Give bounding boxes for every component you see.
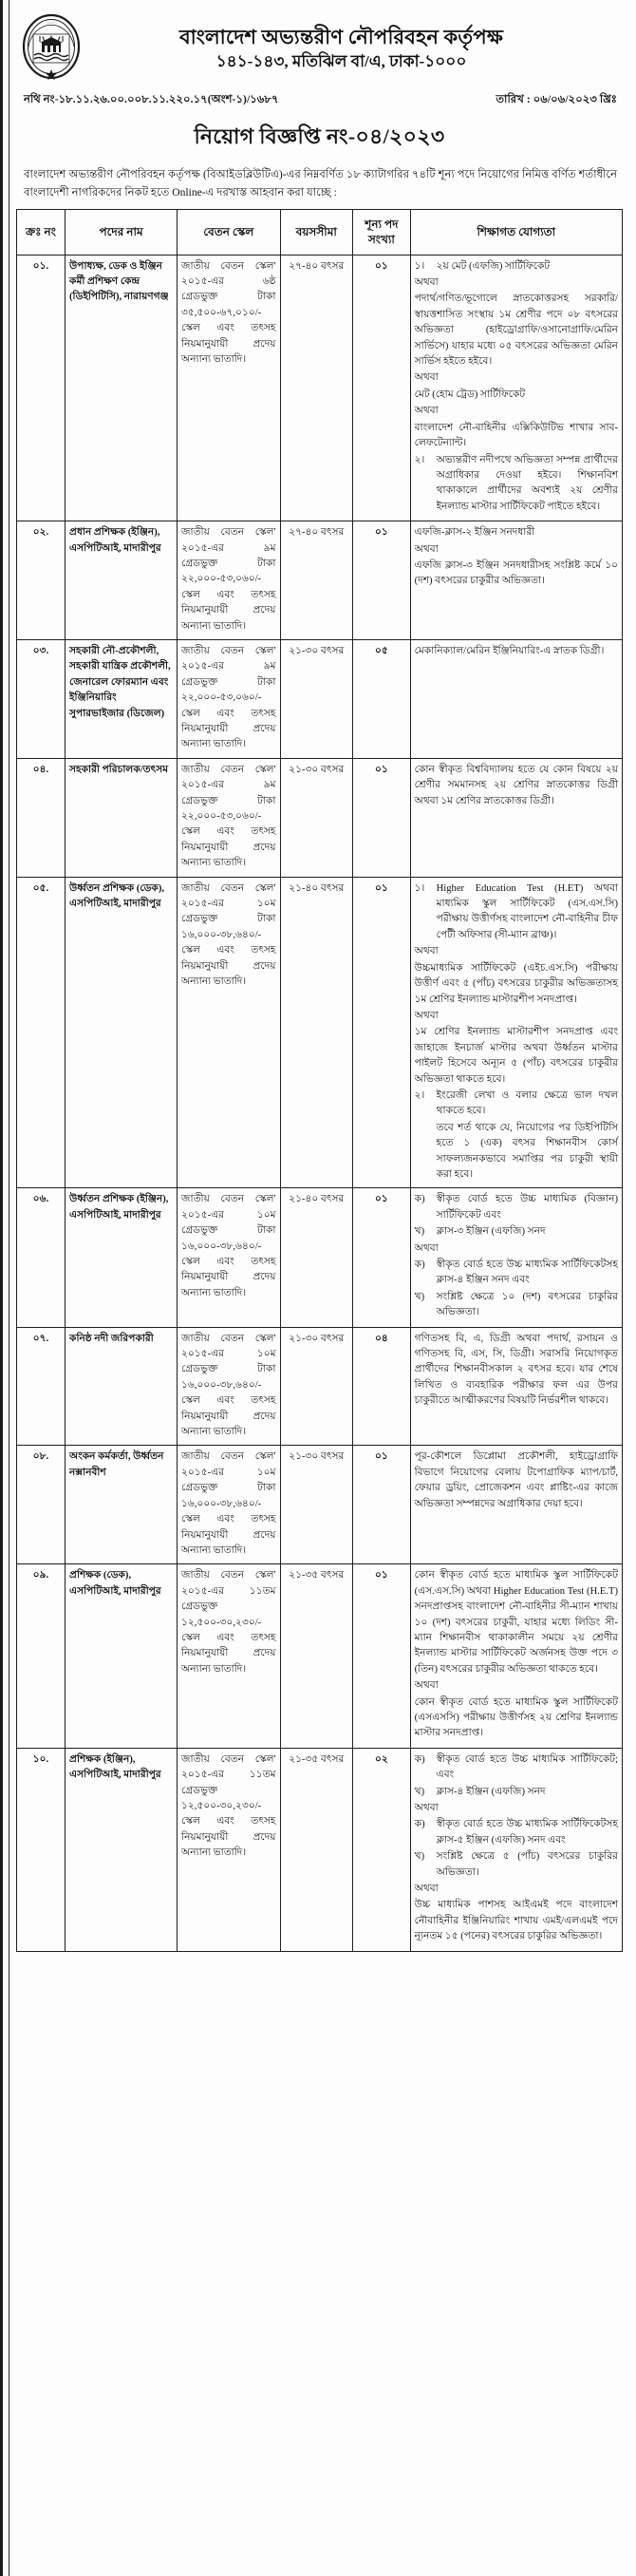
table-row (17, 1748, 623, 1951)
education-text: বাংলাদেশ নৌ-বাহিনীর এক্সিকিউটিভ শাখার সাব-লেফটেন্যান্ট। (414, 422, 618, 449)
education-text: অথবা (414, 1803, 439, 1813)
education-item-marker: খ) (414, 1786, 425, 1797)
cell-post-name: অংকন কর্মকর্তা, উর্ধ্বতন নক্সানবীশ (65, 1446, 178, 1564)
cell-age-limit: ২১-৩০ বৎসর (280, 758, 353, 877)
education-list-item (415, 1817, 618, 1848)
vacancy-table (16, 209, 623, 1951)
education-text: মেট (হোম ট্রেড) সার্টিফিকেট (414, 388, 526, 400)
cell-vacancy: ০১ (353, 255, 411, 521)
education-list-item (415, 1258, 618, 1289)
cell-pay-scale: জাতীয় বেতন স্কেল' ২০১৫-এর ৯ম গ্রেডভুক্ত টাকা ২২,০০০-৫৩,০৬০/- স্কেল এবং তৎসহ নিয়মানুযায়ী প্রদেয় অন্যান্য ভাতাদি। (178, 758, 280, 877)
memo-row (16, 85, 623, 109)
column-header-payscale: বেতন স্কেল (178, 210, 280, 255)
education-item-marker: ২। (414, 454, 425, 465)
cell-serial: ০৬. (17, 1188, 65, 1327)
education-text: উচ্চ মাধ্যমিক পাশসহ আইএমই পদে বাংলাদেশ নৌবাহিনীর ইঞ্জিনিয়ারিং শাখায় এমই/এলএমই পদে ন্যূনতম ১৫ (পনের) বৎসরের চাকুরির অভিজ্ঞতা। (414, 1900, 618, 1942)
cell-post-name: প্রশিক্ষক (ইঞ্জিন), এসপিটিআই, মাদারীপুর (65, 1748, 178, 1951)
cell-education (410, 521, 622, 640)
education-list-item (415, 453, 618, 516)
education-text: এফজি ক্লাস-৩ ইঞ্জিন সনদধারীসহ সংশ্লিষ্ট কর্মে ১০ (দশ) বৎসরের চাকুরীর অভিজ্ঞতা। (414, 559, 618, 587)
education-item-marker: ক) (414, 1194, 425, 1205)
cell-serial: ০১. (17, 255, 65, 521)
education-list (415, 1568, 618, 1741)
cell-pay-scale: জাতীয় বেতন স্কেল' ২০১৫-এর ৯ম গ্রেডভুক্ত টাকা ২২,০০০-৫৩,০৬০/- স্কেল এবং তৎসহ নিয়মানুযায়ী প্রদেয় অন্যান্য ভাতাদি। (178, 521, 280, 640)
education-item-marker: খ) (414, 1226, 425, 1238)
education-list-item (415, 1785, 618, 1800)
education-list-item (415, 1290, 618, 1321)
organization-block (90, 25, 619, 72)
education-text: অথবা (414, 1010, 439, 1021)
table-row (17, 877, 623, 1188)
intro-paragraph: বাংলাদেশ অভ্যন্তরীণ নৌপরিবহন কর্তৃপক্ষ (বিআইডব্লিউটিএ)-এর নিম্নবর্ণিত ১৮ ক্যাটাগরির ৭৪টি শূন্য পদে নিয়োগের নিমিত্ত বর্ণিত শর্তাধীনে বাংলাদেশী নাগরিকদের নিকট হতে Online-এ দরখাস্ত আহবান করা যাচ্ছে : (24, 168, 617, 199)
education-item-marker: ক) (414, 1819, 425, 1830)
education-text: কোন স্বীকৃত বোর্ড হতে মাধ্যমিক স্কুল সার্টিফিকেট (এস.এস.সি) অথবা Higher Education Test (H.E.T) সনদপ্রাপ্তসহ বাংলাদেশ নৌ-বাহিনীর সী-ম্যান শাখায় ১০ (দশ) বৎসরের চাকুরী, যাহার মধ্যে লিডিং সী-ম্যান শিক্ষানবীস থাকাকালীন সময়ে ২য় শ্রেণীর ইনল্যান্ড মাস্টার সার্টিফিকেট অর্জনসহ উক্ত পদে ৩ (তিন) বৎসরের চাকুরীর অভিজ্ঞতা থাকতে হবে। (414, 1570, 618, 1675)
organization-name: বাংলাদেশ অভ্যন্তরীণ নৌপরিবহন কর্তৃপক্ষ (178, 25, 504, 48)
cell-vacancy: ০১ (353, 877, 411, 1188)
education-item-marker: ১। (414, 260, 425, 272)
svg-text:◦◦◦◦◦◦◦: ◦◦◦◦◦◦◦ (47, 21, 55, 25)
table-body (17, 255, 623, 1951)
cell-serial: ১০. (17, 1748, 65, 1951)
education-list-item (415, 1192, 618, 1223)
cell-age-limit: ২১-৩০ বৎসর (280, 1327, 353, 1446)
cell-education (410, 1564, 622, 1748)
education-list-item (415, 1849, 618, 1881)
cell-post-name: উপাধ্যক্ষ, ডেক ও ইঞ্জিন কর্মী প্রশিক্ষণ কেন্দ্র (ডিইপিটিসি), নারায়ণগঞ্জ (65, 255, 178, 521)
education-item-marker: ক) (414, 1260, 425, 1270)
cell-serial: ০৯. (17, 1564, 65, 1748)
education-text: অথবা (414, 406, 439, 417)
table-row (17, 1188, 623, 1327)
education-list-item (415, 1224, 618, 1240)
cell-age-limit: ২১-৩৫ বৎসর (280, 1564, 353, 1748)
cell-vacancy: ০৫ (353, 639, 411, 758)
cell-education (410, 255, 622, 521)
cell-age-limit: ২১-৩০ বৎসর (280, 639, 353, 758)
cell-pay-scale: জাতীয় বেতন স্কেল' ২০১৫-এর ১১তম গ্রেডভুক্ত ১২,৫০০-৩০,২৩০/- স্কেল এবং তৎসহ নিয়মানুযায়ী প্রদেয় অন্যান্য ভাতাদি। (178, 1748, 280, 1951)
education-list (415, 1752, 618, 1945)
education-item-text: সংশ্লিষ্ট ক্ষেত্রে ১০ (দশ) বৎসরের চাকুরির অভিজ্ঞতা। (436, 1291, 618, 1318)
education-item-text: Higher Education Test (H.ET) অথবা মাধ্যমিক স্কুল সার্টিফিকেট (এস.এস.সি) পরীক্ষায় উত্তীর্ণসহ বাংলাদেশ নৌ-বাহিনীর চীফ পেটী অফিসার (সী-ম্যান ব্রাঞ্চ)। (436, 882, 618, 940)
cell-age-limit: ২৭-৪০ বৎসর (280, 521, 353, 640)
education-item-text: স্বীকৃত বোর্ড হতে উচ্চ মাধ্যমিক সার্টিফিকেটসহ ক্লাস-৪ ইঞ্জিন সনদ এবং (436, 1260, 618, 1286)
education-text: ১ম শ্রেণির ইনল্যান্ড মাস্টারশীপ সনদপ্রাপ্ত এবং জাহাজে ইনচার্জ মাস্টার অথবা উর্ধ্বতন মাস্টার পাইলট হিসেবে অন্যূন ৫ (পাঁচ) বৎসরের চাকুরীর অভিজ্ঞতা থাকতে হবে। (414, 1027, 618, 1085)
education-list-item (415, 1089, 618, 1120)
column-header-agelimit: বয়সসীমা (280, 210, 353, 255)
education-item-text: ক্লাস-৪ ইঞ্জিন (এফজি) সনদ (436, 1786, 546, 1797)
cell-age-limit: ২১-৩৫ বৎসর (280, 1748, 353, 1951)
cell-education (410, 639, 622, 758)
education-item-text: স্বীকৃত বোর্ড হতে উচ্চ মাধ্যমিক (বিজ্ঞান) সার্টিফিকেট এবং (436, 1194, 618, 1221)
education-list (415, 259, 618, 516)
cell-post-name: প্রধান প্রশিক্ষক (ইঞ্জিন), এসপিটিআই, মাদারীপুর (65, 521, 178, 640)
education-list (415, 881, 618, 1184)
cell-age-limit: ২৭-৪০ বৎসর (280, 255, 353, 521)
cell-vacancy: ০৪ (353, 1327, 411, 1446)
education-text: কোন স্বীকৃত বিশ্ববিদ্যালয় হতে যে কোন বিষয়ে ২য় শ্রেণীর সমমানসহ ২য় শ্রেণির স্নাতকোত্তর ডিগ্রী অথবা ১ম শ্রেণির স্নাতকোত্তর ডিগ্রী। (414, 764, 618, 806)
organization-address: ১৪১-১৪৩, মতিঝিল বা/এ, ঢাকা-১০০০ (215, 52, 467, 71)
education-text: অথবা (414, 1680, 439, 1692)
education-text: গণিতসহ বি, এ, ডিগ্রী অথবা পদার্থ, রসায়ন ও গণিতসহ বি, এস, সি, ডিগ্রী। সরাসরি নিয়োগকৃত প্রার্থীদের শিক্ষানবীসকাল ২ বৎসর হবে। যার শেষে লিখিত ও ব্যবহারিক পরীক্ষার ফল এর উপর চাকুরীতে আত্মীকরণের বিষয়টি নির্ভরশীল থাকবে। (414, 1333, 618, 1407)
education-note: তবে শর্ত থাকে যে, নিয়োগের পর ডিইপিটিসি হতে ১ (এক) বৎসর শিক্ষানবীস কোর্স সাফল্যজনকভাবে সমাপ্তির পর চাকুরী স্থায়ী করা হবে। (436, 1122, 618, 1180)
table-row (17, 521, 623, 640)
column-header-vacancies: শূন্য পদ সংখ্যা (353, 210, 411, 255)
education-text: অথবা (414, 372, 439, 384)
education-list (415, 1449, 618, 1512)
column-header-serial: ক্রঃ নং (17, 210, 65, 255)
education-text: পদার্থ/গণিত/ভূগোলে স্নাতকোত্তরসহ সরকারি/স্বায়ত্তশাসিত সংস্থায় ১ম শ্রেণীর পদে ০৮ বৎসরের অভিজ্ঞতা (হাইড্রোগ্রাফি/ওসানোগ্রাফি/মেরিন সার্ভিসে) যাহার মধ্যে ০৫ বৎসরের অভিজ্ঞতা মেরিন সার্ভিস হইতে হইবে। (414, 294, 618, 368)
education-item-text: ইংরেজী লেখা ও বলার ক্ষেত্রে ভাল দখল থাকতে হবে। (436, 1089, 618, 1117)
cell-education (410, 1446, 622, 1564)
cell-education (410, 877, 622, 1188)
education-text: মেকানিক্যাল/মেরিন ইঞ্জিনিয়ারিং-এ স্নাতক ডিগ্রী। (414, 645, 605, 656)
table-row (17, 1564, 623, 1748)
education-text: পূর-কৌশলে ডিপ্লোমা প্রকৌশলী, হাইড্রোগ্রাফি বিভাগে নিয়োগের বেলায় টপোগ্রাফিক ম্যাপ/চার্ট, ফেয়ার ড্রয়িং, প্রোজেকশন এবং প্লাষ্টিং-এর কাজে অভিজ্ঞতা সম্পন্নদের অগ্রাধিকার দেয়া হবে। (414, 1451, 618, 1509)
cell-pay-scale: জাতীয় বেতন স্কেল' ২০১৫-এর ১০ম গ্রেডভুক্ত টাকা ১৬,০০০-৩৮,৬৪০/- স্কেল এবং তৎসহ নিয়মানুযায়ী প্রদেয় অন্যান্য ভাতাদি। (178, 1446, 280, 1564)
cell-serial: ০৩. (17, 639, 65, 758)
cell-vacancy: ০১ (353, 1446, 411, 1564)
education-list (415, 1192, 618, 1320)
memo-number: নথি নং-১৮.১১.২৬.০০.০০৮.১১.২২০.১৭(অংশ-১)/১৬৮৭ (24, 94, 279, 105)
table-header (17, 210, 623, 255)
education-text: এফজি-ক্লাস-২ ইঞ্জিন সনদধারী (414, 527, 535, 539)
cell-pay-scale: জাতীয় বেতন স্কেল' ২০১৫-এর ১০ম গ্রেডভুক্ত টাকা ১৬,০০০-৩৮,৬৪০/- স্কেল এবং তৎসহ নিয়মানুযায়ী প্রদেয় অন্যান্য ভাতাদি। (178, 1188, 280, 1327)
education-item-text: ২য় মেট (এফজি) সার্টিফিকেট (436, 260, 551, 272)
cell-pay-scale: জাতীয় বেতন স্কেল' ২০১৫-এর ৯ম গ্রেডভুক্ত টাকা ২২,০০০-৫৩,০৬০/- স্কেল এবং তৎসহ নিয়মানুযায়ী প্রদেয় অন্যান্য ভাতাদি। (178, 639, 280, 758)
cell-serial: ০৭. (17, 1327, 65, 1446)
table-row (17, 255, 623, 521)
column-header-post: পদের নাম (65, 210, 178, 255)
cell-pay-scale: জাতীয় বেতন স্কেল' ২০১৫-এর ১০ম গ্রেডভুক্ত টাকা ১৬,০০০-৩৮,৬৪০/- স্কেল এবং তৎসহ নিয়মানুযায়ী প্রদেয় অন্যান্য ভাতাদি। (178, 877, 280, 1188)
cell-post-name: উর্ধ্বতন প্রশিক্ষক (ডেক), এসপিটিআই, মাদারীপুর (65, 877, 178, 1188)
cell-education (410, 758, 622, 877)
education-item-text: ক্লাস-৩ ইঞ্জিন (এফজি) সনদ (436, 1226, 546, 1238)
cell-vacancy: ০২ (353, 1748, 411, 1951)
cell-education (410, 1188, 622, 1327)
cell-vacancy: ০১ (353, 758, 411, 877)
education-list (415, 644, 618, 659)
cell-vacancy: ০১ (353, 1564, 411, 1748)
education-list (415, 1332, 618, 1410)
education-text: অথবা (414, 277, 439, 289)
education-item-text: স্বীকৃত বোর্ড হতে উচ্চ মাধ্যমিক সার্টিফিকেটসহ ক্লাস-৫ ইঞ্জিন (এফজি) সনদ এবং (436, 1819, 618, 1846)
table-row (17, 1446, 623, 1564)
cell-post-name: সহকারী নৌ-প্রকৌশলী, সহকারী যান্ত্রিক প্রকৌশলী, জেনারেল ফোরম্যান এবং ইঞ্জিনিয়ারিং সুপারভাইজার (ডিজেল) (65, 639, 178, 758)
cell-serial: ০৮. (17, 1446, 65, 1564)
memo-date: তারিখ : ০৬/০৬/২০২৩ খ্রিঃ (496, 94, 617, 105)
education-text: অথবা (414, 1242, 439, 1254)
education-text: কোন স্বীকৃত বোর্ড হতে মাধ্যমিক স্কুল সার্টিফিকেট (এসএসসি) পরীক্ষায় উত্তীর্ণসহ ২য় শ্রেণির ইনল্যান্ড মাস্টার সনদপ্রাপ্ত। (414, 1696, 618, 1739)
table-row (17, 758, 623, 877)
education-item-text: অভ্যন্তরীণ নদীপথে অভিজ্ঞতা সম্পন্ন প্রার্থীদের অগ্রাধিকার দেওয়া হইবে। শিক্ষানবিশ থাকাকালে প্রার্থীদের অবশ্যই ২য় শ্রেণীর ইনল্যান্ড মাস্টার সার্টিফিকেট পাইতে হইবে। (436, 454, 618, 512)
cell-pay-scale: জাতীয় বেতন স্কেল' ২০১৫-এর ১০ম গ্রেডভুক্ত টাকা ১৬,০০০-৩৮,৬৪০/- স্কেল এবং তৎসহ নিয়মানুযায়ী প্রদেয় অন্যান্য ভাতাদি। (178, 1327, 280, 1446)
education-text: উচ্চমাধ্যমিক সার্টিফিকেট (এইচ.এস.সি) পরীক্ষায় উত্তীর্ণ এবং ৫ (পাঁচ) বৎসরের চাকুরীর অভিজ্ঞতাসহ ১ম শ্রেণির ইনল্যান্ড মাস্টারশীপ সনদপ্রাপ্ত। (414, 962, 618, 1005)
page-title: নিয়োগ বিজ্ঞপ্তি নং-০৪/২০২৩ (194, 124, 445, 148)
education-list-item (415, 259, 618, 275)
cell-post-name: প্রশিক্ষক (ডেক), এসপিটিআই, মাদারীপুর (65, 1564, 178, 1748)
education-list (415, 525, 618, 590)
education-list (415, 763, 618, 809)
cell-age-limit: ২১-৪০ বৎসর (280, 877, 353, 1188)
cell-serial: ০৫. (17, 877, 65, 1188)
education-text: অথবা (414, 543, 439, 555)
column-header-education: শিক্ষাগত যোগ্যতা (410, 210, 622, 255)
cell-post-name: সহকারী পরিচালক/তৎসম (65, 758, 178, 877)
cell-age-limit: ২১-৩০ বৎসর (280, 1446, 353, 1564)
education-list-item (415, 881, 618, 944)
cell-pay-scale: জাতীয় বেতন স্কেল' ২০১৫-এর ৬ষ্ঠ গ্রেডভুক্ত টাকা ৩৫,৫০০-৬৭,০১০/- স্কেল এবং তৎসহ নিয়মানুযায়ী প্রদেয় অন্যান্য ভাতাদি। (178, 255, 280, 521)
cell-post-name: কনিষ্ঠ নদী জরিপকারী (65, 1327, 178, 1446)
cell-education (410, 1327, 622, 1446)
cell-serial: ০২. (17, 521, 65, 640)
cell-vacancy: ০১ (353, 521, 411, 640)
education-list-item (415, 1752, 618, 1784)
table-header-row (17, 210, 623, 255)
education-text: অথবা (414, 946, 439, 957)
letterhead (16, 8, 623, 85)
table-row (17, 1327, 623, 1446)
cell-vacancy: ০১ (353, 1188, 411, 1327)
cell-pay-scale: জাতীয় বেতন স্কেল' ২০১৫-এর ১১তম গ্রেডভুক্ত ১২,৫০০-৩০,২৩০/- স্কেল এবং তৎসহ নিয়মানুযায়ী প্রদেয় অন্যান্য ভাতাদি। (178, 1564, 280, 1748)
education-item-marker: ১। (414, 882, 425, 894)
cell-education (410, 1748, 622, 1951)
education-item-marker: খ) (414, 1851, 425, 1863)
cell-serial: ০৪. (17, 758, 65, 877)
biwta-seal-emblem-icon (22, 13, 81, 84)
education-item-marker: ক) (414, 1753, 425, 1765)
education-item-text: সংশ্লিষ্ট ক্ষেত্রে ৫ (পাঁচ) বৎসরের চাকুরির অভিজ্ঞতা। (436, 1851, 618, 1878)
table-row (17, 639, 623, 758)
cell-age-limit: ২১-৪০ বৎসর (280, 1188, 353, 1327)
education-item-text: স্বীকৃত বোর্ড হতে উচ্চ মাধ্যমিক সার্টিফিকেট; এবং (436, 1753, 618, 1781)
education-item-marker: ২। (414, 1089, 425, 1101)
education-item-marker: খ) (414, 1291, 425, 1302)
cell-post-name: উর্ধ্বতন প্রশিক্ষক (ইঞ্জিন), এসপিটিআই, মাদারীপুর (65, 1188, 178, 1327)
education-text: অথবা (414, 1884, 439, 1895)
